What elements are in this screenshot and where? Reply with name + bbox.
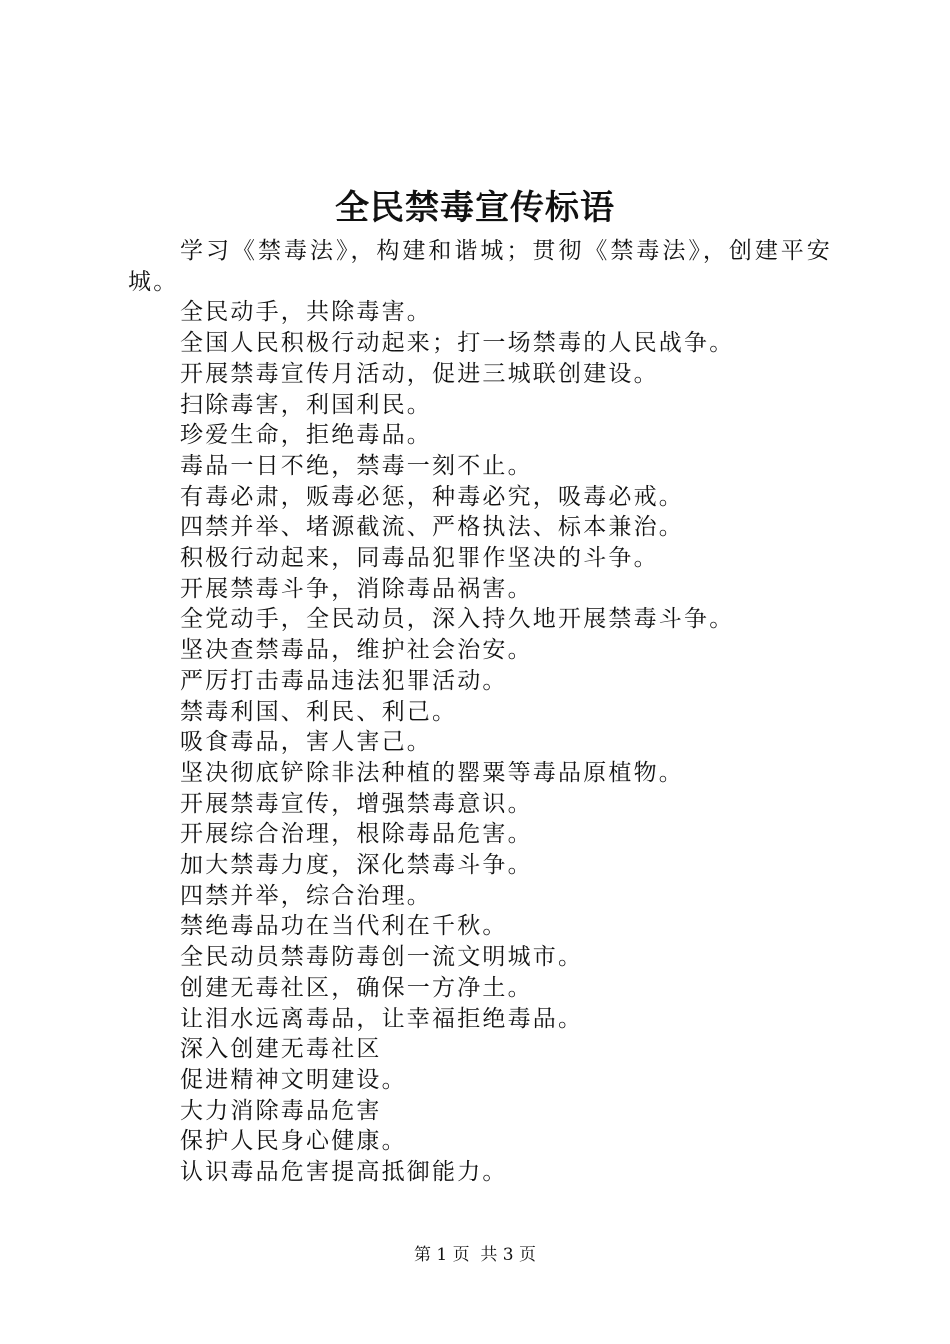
paragraph: 创建无毒社区，确保一方净土。: [180, 974, 533, 1001]
paragraph: 有毒必肃，贩毒必惩，种毒必究，吸毒必戒。: [180, 483, 684, 510]
paragraph: 严厉打击毒品违法犯罪活动。: [180, 667, 508, 694]
paragraph: 开展禁毒宣传月活动，促进三城联创建设。: [180, 360, 659, 387]
paragraph: 禁绝毒品功在当代利在千秋。: [180, 913, 508, 940]
paragraph: 珍爱生命，拒绝毒品。: [180, 422, 432, 449]
document-title: 全民禁毒宣传标语: [335, 188, 615, 228]
paragraph: 加大禁毒力度，深化禁毒斗争。: [180, 852, 533, 879]
footer-separator: [470, 1245, 481, 1265]
paragraph: 开展禁毒宣传，增强禁毒意识。: [180, 790, 533, 817]
paragraph: 开展禁毒斗争，消除毒品祸害。: [180, 575, 533, 602]
paragraph: 四禁并举，综合治理。: [180, 882, 432, 909]
paragraph: 让泪水远离毒品，让幸福拒绝毒品。: [180, 1005, 584, 1032]
paragraph: 坚决彻底铲除非法种植的罂粟等毒品原植物。: [180, 759, 684, 786]
paragraph: 吸食毒品，害人害己。: [180, 729, 432, 756]
paragraph: 促进精神文明建设。: [180, 1066, 407, 1093]
paragraph: 学习《禁毒法》，构建和谐城；贯彻《禁毒法》，创建平安城。: [128, 238, 832, 295]
page-total: 共 3 页: [480, 1245, 537, 1265]
paragraph: 毒品一日不绝，禁毒一刻不止。: [180, 452, 533, 479]
paragraph: 深入创建无毒社区: [180, 1036, 382, 1063]
paragraph: 保护人民身心健康。: [180, 1128, 407, 1155]
paragraph: 全党动手，全民动员，深入持久地开展禁毒斗争。: [180, 606, 735, 633]
paragraph: 禁毒利国、利民、利己。: [180, 698, 458, 725]
paragraph: 全民动手，共除毒害。: [180, 299, 432, 326]
paragraph: 坚决查禁毒品，维护社会治安。: [180, 637, 533, 664]
page-number: 第 1 页: [413, 1245, 470, 1265]
paragraph: 认识毒品危害提高抵御能力。: [180, 1159, 508, 1186]
paragraph: 扫除毒害，利国利民。: [180, 391, 432, 418]
paragraph: 全民动员禁毒防毒创一流文明城市。: [180, 944, 584, 971]
paragraph: 开展综合治理，根除毒品危害。: [180, 821, 533, 848]
paragraph: 全国人民积极行动起来；打一场禁毒的人民战争。: [180, 330, 735, 357]
document-body: [128, 236, 832, 1188]
paragraph: 积极行动起来，同毒品犯罪作坚决的斗争。: [180, 545, 659, 572]
paragraph: 大力消除毒品危害: [180, 1097, 382, 1124]
paragraph: 四禁并举、堵源截流、严格执法、标本兼治。: [180, 514, 684, 541]
page-footer: [0, 1244, 950, 1266]
